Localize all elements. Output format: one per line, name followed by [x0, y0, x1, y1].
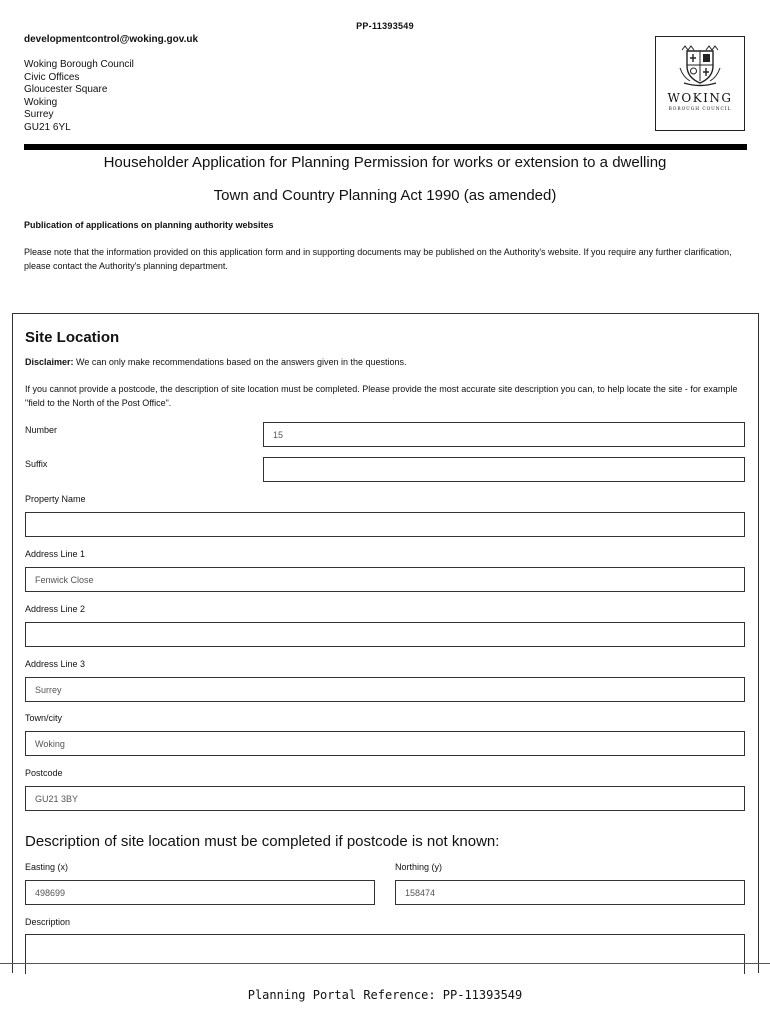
description-heading: Description of site location must be completed if postcode is not known:	[25, 833, 500, 850]
address-line-2-label: Address Line 2	[25, 604, 86, 614]
easting-label: Easting (x)	[25, 862, 69, 872]
address-line: Woking	[24, 96, 58, 108]
publication-text: Please note that the information provided on this application form and in supporting documents may be published on the Authority's website. If you require any further clarification, please contact the Authority's planning department.	[24, 247, 732, 271]
northing-field[interactable]: 158474	[395, 880, 745, 905]
property-name-label: Property Name	[25, 494, 86, 504]
postcode-label: Postcode	[25, 768, 63, 778]
council-address	[24, 59, 134, 135]
page-bottom-rule	[0, 963, 770, 964]
number-field[interactable]: 15	[263, 422, 745, 447]
description-label: Description	[25, 917, 71, 927]
address-line: Woking Borough Council	[24, 59, 134, 70]
reference-number: PP-11393549	[356, 21, 414, 31]
town-city-field[interactable]: Woking	[25, 731, 745, 756]
address-line-3-field[interactable]: Surrey	[25, 677, 745, 702]
property-name-field[interactable]	[25, 512, 745, 537]
form-subtitle: Town and Country Planning Act 1990 (as amended)	[213, 187, 557, 204]
address-line-1-label: Address Line 1	[25, 549, 86, 559]
header-divider	[24, 144, 747, 150]
disclaimer-text: We can only make recommendations based on the answers given in the questions.	[73, 357, 407, 367]
description-field[interactable]	[25, 934, 745, 974]
coat-of-arms-icon	[678, 44, 722, 88]
council-email: developmentcontrol@woking.gov.uk	[24, 34, 199, 45]
disclaimer-label: Disclaimer:	[25, 357, 74, 367]
address-line: Civic Offices	[24, 71, 80, 83]
address-line: Surrey	[24, 109, 54, 121]
publication-heading: Publication of applications on planning authority websites	[24, 220, 274, 230]
postcode-note: If you cannot provide a postcode, the description of site location must be completed. Please provide the most accurate site description you can, to help locate the site - for example "field to the North of the Post Office".	[25, 384, 738, 408]
disclaimer	[25, 357, 407, 367]
footer-reference: Planning Portal Reference: PP-11393549	[247, 988, 523, 1002]
postcode-field[interactable]: GU21 3BY	[25, 786, 745, 811]
address-line: Gloucester Square	[24, 84, 108, 96]
address-line: GU21 6YL	[24, 121, 71, 133]
suffix-label: Suffix	[25, 459, 48, 469]
northing-label: Northing (y)	[395, 862, 443, 872]
logo-name: WOKING	[667, 91, 733, 105]
section-title: Site Location	[25, 329, 120, 346]
town-city-label: Town/city	[25, 713, 63, 723]
suffix-field[interactable]	[263, 457, 745, 482]
easting-field[interactable]: 498699	[25, 880, 375, 905]
address-line-1-field[interactable]: Fenwick Close	[25, 567, 745, 592]
number-label: Number	[25, 425, 58, 435]
address-line-2-field[interactable]	[25, 622, 745, 647]
address-line-3-label: Address Line 3	[25, 659, 86, 669]
form-title: Householder Application for Planning Permission for works or extension to a dwelling	[103, 154, 667, 171]
logo-subtitle: BOROUGH COUNCIL	[668, 107, 732, 112]
council-logo	[655, 36, 745, 131]
